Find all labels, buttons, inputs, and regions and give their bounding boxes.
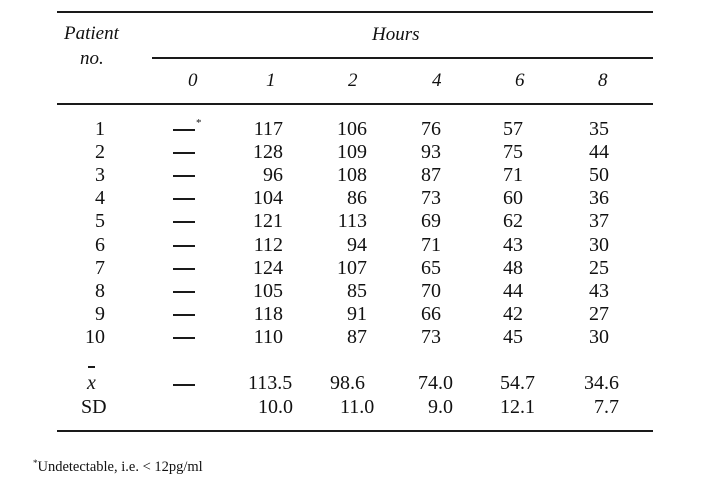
- column-header-6h: 6: [515, 70, 525, 91]
- header-rule: [57, 103, 653, 105]
- patient-number: 3: [95, 164, 105, 186]
- dash-mark: [173, 245, 195, 247]
- table-cell: 44: [503, 280, 523, 302]
- footnote: [33, 459, 203, 475]
- table-cell: 104: [253, 187, 283, 209]
- patient-number: 7: [95, 257, 105, 279]
- column-header-2h: 2: [348, 70, 358, 91]
- table-cell: 7.7: [594, 396, 619, 418]
- patient-number: 10: [85, 326, 105, 348]
- table-cell: 48: [503, 257, 523, 279]
- patient-number: 6: [95, 234, 105, 256]
- dash-mark: [173, 129, 195, 131]
- table-cell: 12.1: [500, 396, 535, 418]
- table-cell: 70: [421, 280, 441, 302]
- patient-header-line1: Patient: [64, 23, 119, 44]
- table-cell: 73: [421, 187, 441, 209]
- patient-number: 2: [95, 141, 105, 163]
- table-cell: 124: [253, 257, 283, 279]
- table-cell: 118: [253, 303, 283, 325]
- patient-number: 5: [95, 210, 105, 232]
- table-cell: 43: [503, 234, 523, 256]
- table-cell: 106: [337, 118, 367, 140]
- patient-header-line2: no.: [80, 48, 104, 69]
- dash-mark: [173, 314, 195, 316]
- patient-number: 1: [95, 118, 105, 140]
- table-cell: 43: [589, 280, 609, 302]
- mean-label: x: [87, 372, 96, 394]
- top-rule: [57, 11, 653, 13]
- table-cell: 112: [253, 234, 283, 256]
- table-cell: 30: [589, 234, 609, 256]
- table-cell: 69: [421, 210, 441, 232]
- footnote-marker: *: [33, 458, 38, 468]
- table-cell: 74.0: [418, 372, 453, 394]
- table-cell: 66: [421, 303, 441, 325]
- footnote-ref: *: [196, 117, 202, 129]
- table-cell: 113: [337, 210, 367, 232]
- table-cell: 50: [589, 164, 609, 186]
- table-cell: 109: [337, 141, 367, 163]
- table-cell: 75: [503, 141, 523, 163]
- table-cell: 71: [503, 164, 523, 186]
- patient-number: 4: [95, 187, 105, 209]
- column-header-0h: 0: [188, 70, 198, 91]
- sd-label: SD: [81, 396, 107, 418]
- table-cell: 91: [347, 303, 367, 325]
- footnote-text: Undetectable, i.e. < 12pg/ml: [37, 459, 203, 475]
- patient-number: 8: [95, 280, 105, 302]
- table-cell: 105: [253, 280, 283, 302]
- table-cell: 25: [589, 257, 609, 279]
- table-cell: 98.6: [330, 372, 365, 394]
- table-cell: 30: [589, 326, 609, 348]
- table-cell: 34.6: [584, 372, 619, 394]
- dash-mark: [173, 291, 195, 293]
- dash-mark: [173, 384, 195, 386]
- table-cell: 71: [421, 234, 441, 256]
- table-cell: 128: [253, 141, 283, 163]
- patient-number: 9: [95, 303, 105, 325]
- table-cell: 10.0: [258, 396, 293, 418]
- column-header-8h: 8: [598, 70, 608, 91]
- table-cell: 107: [337, 257, 367, 279]
- table-cell: 73: [421, 326, 441, 348]
- table-cell: 27: [589, 303, 609, 325]
- table-cell: 87: [421, 164, 441, 186]
- table-cell: 9.0: [428, 396, 453, 418]
- dash-mark: [173, 337, 195, 339]
- table-cell: 37: [589, 210, 609, 232]
- table-cell: 57: [503, 118, 523, 140]
- table-cell: 94: [347, 234, 367, 256]
- column-header-1h: 1: [266, 70, 276, 91]
- table-cell: 65: [421, 257, 441, 279]
- table-cell: 117: [253, 118, 283, 140]
- bottom-rule: [57, 430, 653, 432]
- table-cell: 113.5: [248, 372, 293, 394]
- table-cell: 96: [263, 164, 283, 186]
- table-cell: 86: [347, 187, 367, 209]
- table-cell: 11.0: [340, 396, 375, 418]
- dash-mark: [173, 175, 195, 177]
- table-cell: 85: [347, 280, 367, 302]
- table-cell: 54.7: [500, 372, 535, 394]
- dash-mark: [173, 152, 195, 154]
- dash-mark: [173, 198, 195, 200]
- table-cell: 36: [589, 187, 609, 209]
- table-cell: 121: [253, 210, 283, 232]
- dash-mark: [173, 268, 195, 270]
- table-cell: 76: [421, 118, 441, 140]
- table-cell: 42: [503, 303, 523, 325]
- table-cell: 110: [253, 326, 283, 348]
- table-cell: 108: [337, 164, 367, 186]
- table-cell: 44: [589, 141, 609, 163]
- table-cell: 87: [347, 326, 367, 348]
- table-cell: 93: [421, 141, 441, 163]
- table-cell: 35: [589, 118, 609, 140]
- table-cell: 62: [503, 210, 523, 232]
- dash-mark: [173, 221, 195, 223]
- hours-header: Hours: [372, 24, 420, 45]
- table-cell: 45: [503, 326, 523, 348]
- column-header-4h: 4: [432, 70, 442, 91]
- hours-subrule: [152, 57, 653, 59]
- table-cell: 60: [503, 187, 523, 209]
